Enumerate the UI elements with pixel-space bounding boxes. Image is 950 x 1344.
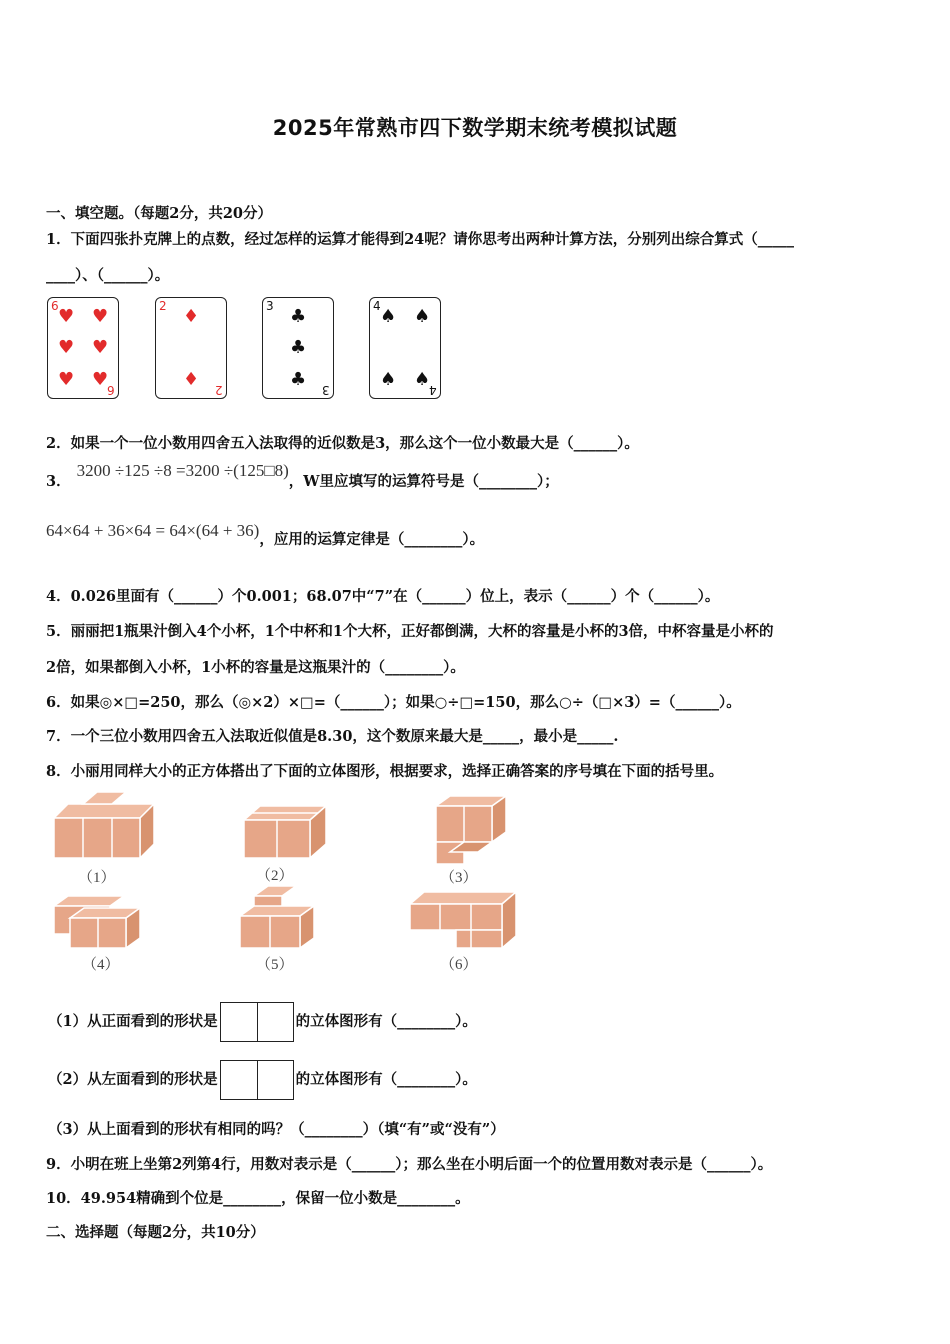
card-rank: 3 (266, 299, 274, 313)
club-icon: ♣ (290, 306, 307, 327)
question-3-expression: 3200 ÷125 ÷8 =3200 ÷(125□8) (76, 461, 289, 480)
figure-caption-6: （6） (440, 957, 478, 973)
question-8: 8．小丽用同样大小的正方体搭出了下面的立体图形，根据要求，选择正确答案的序号填在下面的括号里。 (46, 763, 724, 780)
club-icon: ♣ (290, 369, 307, 390)
figure-caption-5: （5） (256, 957, 294, 973)
playing-card-6-hearts (47, 297, 119, 399)
q8-1-prefix: （1）从正面看到的形状是 (48, 1013, 218, 1030)
section-2-heading: 二、选择题（每题2分，共10分） (46, 1224, 265, 1241)
card-rank-inverted: 6 (107, 383, 115, 397)
question-3 (46, 461, 559, 491)
question-5-line-2: 2倍，如果都倒入小杯，1小杯的容量是这瓶果汁的（________）。 (46, 659, 465, 676)
club-icon: ♣ (290, 337, 307, 358)
figure-caption-1: （1） (78, 870, 116, 886)
question-5-line-1: 5．丽丽把1瓶果汁倒入4个小杯，1个中杯和1个大杯，正好都倒满，大杯的容量是小杯的3倍，中杯容量是小杯的 (46, 623, 774, 640)
question-9: 9．小明在班上坐第2列第4行，用数对表示是（______）；那么坐在小明后面一个的位置用数对表示是（______）。 (46, 1156, 773, 1173)
question-1-line-1: 1．下面四张扑克牌上的点数，经过怎样的运算才能得到24呢？请你思考出两种计算方法，分别列出综合算式（_____ (46, 231, 795, 248)
cube-figure-4 (54, 896, 140, 948)
card-rank: 2 (159, 299, 167, 313)
diamond-icon: ♦ (183, 369, 200, 390)
playing-card-4-spades (369, 297, 441, 399)
question-8-part-1 (48, 1002, 477, 1042)
playing-card-3-clubs (262, 297, 334, 399)
heart-icon: ♥ (58, 369, 75, 390)
question-3b-text: ，应用的运算定律是（________）。 (259, 531, 485, 548)
question-3-number: 3． (46, 473, 71, 490)
heart-icon: ♥ (92, 337, 109, 358)
question-6: 6．如果◎×□=250，那么（◎×2）×□=（______）；如果○÷□=150，那么○÷（□×3）=（______）。 (46, 694, 741, 711)
cube-figure-1 (54, 792, 154, 858)
diamond-icon: ♦ (183, 306, 200, 327)
cube-figure-2 (244, 806, 326, 858)
card-rank: 6 (51, 299, 59, 313)
cube-figure-5 (240, 886, 314, 948)
card-rank-inverted: 2 (215, 383, 223, 397)
heart-icon: ♥ (92, 369, 109, 390)
question-8-part-2 (48, 1060, 477, 1100)
spade-icon: ♠ (414, 369, 431, 390)
question-10: 10．49.954精确到个位是________，保留一位小数是________。 (46, 1190, 470, 1207)
q8-1-suffix: 的立体图形有（________）。 (295, 1013, 477, 1030)
figure-caption-4: （4） (82, 957, 120, 973)
two-square-shape (220, 1002, 294, 1042)
heart-icon: ♥ (58, 306, 75, 327)
card-rank: 4 (373, 299, 381, 313)
question-2: 2．如果一个一位小数用四舍五入法取得的近似数是3，那么这个一位小数最大是（______）。 (46, 435, 639, 452)
spade-icon: ♠ (414, 306, 431, 327)
q8-2-prefix: （2）从左面看到的形状是 (48, 1071, 218, 1088)
cube-figure-6 (410, 892, 516, 948)
heart-icon: ♥ (92, 306, 109, 327)
spade-icon: ♠ (380, 369, 397, 390)
card-rank-inverted: 4 (429, 383, 437, 397)
question-8-part-3: （3）从上面看到的形状有相同的吗？（________）（填“有”或“没有”） (48, 1121, 505, 1138)
heart-icon: ♥ (58, 337, 75, 358)
question-7: 7．一个三位小数用四舍五入法取近似值是8.30，这个数原来最大是_____，最小是_____. (46, 728, 619, 745)
playing-card-2-diamonds (155, 297, 227, 399)
question-3b-expression: 64×64 + 36×64 = 64×(64 + 36) (46, 521, 260, 540)
card-rank-inverted: 3 (322, 383, 330, 397)
question-3-part-2 (46, 521, 485, 549)
spade-icon: ♠ (380, 306, 397, 327)
question-4: 4．0.026里面有（______）个0.001；68.07中“7”在（______）位上，表示（______）个（______）。 (46, 588, 720, 605)
page-title: 2025年常熟市四下数学期末统考模拟试题 (272, 116, 678, 140)
two-square-shape (220, 1060, 294, 1100)
section-1-heading: 一、填空题。（每题2分，共20分） (46, 205, 273, 222)
q8-2-suffix: 的立体图形有（________）。 (295, 1071, 477, 1088)
question-3-text: ，W里应填写的运算符号是（________）； (288, 473, 559, 490)
figure-caption-2: （2） (256, 868, 294, 884)
question-1-line-2: ____）、（______）。 (46, 267, 170, 284)
figure-caption-3: （3） (440, 870, 478, 886)
cube-figure-3 (436, 796, 506, 864)
